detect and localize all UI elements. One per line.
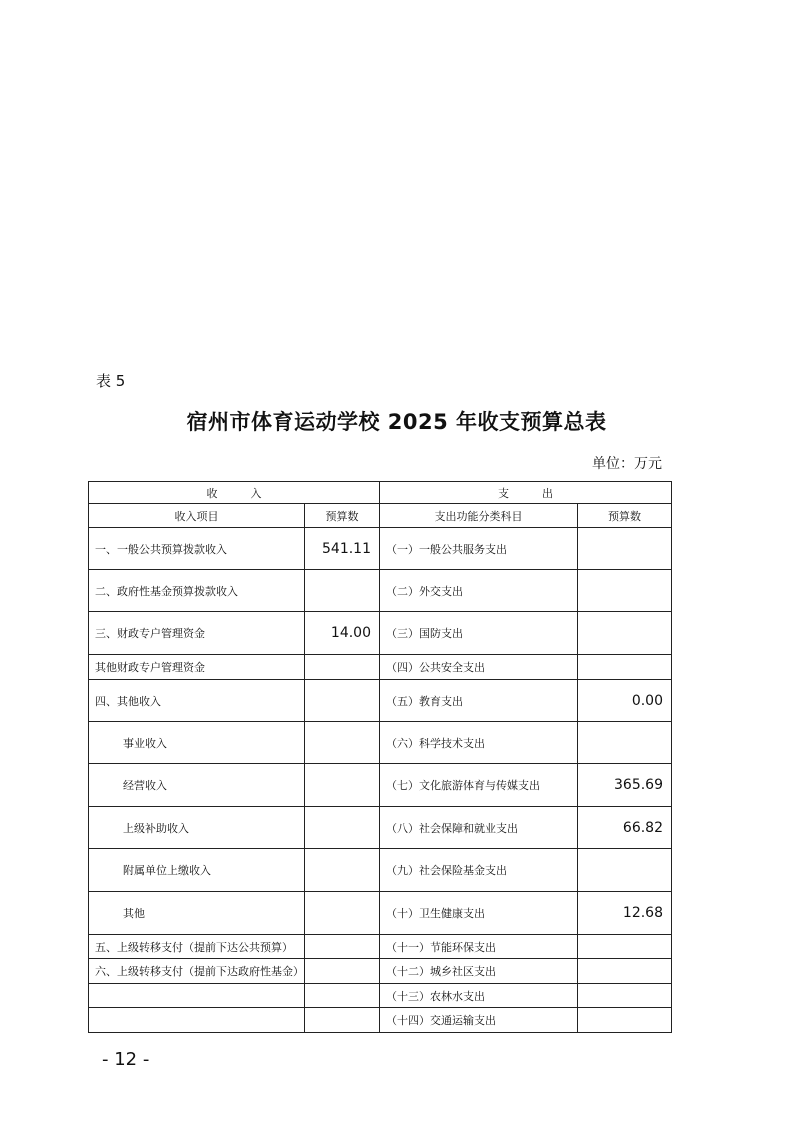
table-row (89, 528, 672, 570)
table-row (89, 959, 672, 984)
income-value (305, 959, 380, 984)
expense-value: 365.69 (578, 764, 672, 807)
expense-value (578, 612, 672, 655)
table-row (89, 612, 672, 655)
income-item: 二、政府性基金预算拨款收入 (89, 570, 305, 612)
table-row (89, 680, 672, 722)
document-title: 宿州市体育运动学校 2025 年收支预算总表 (186, 410, 607, 434)
expense-value (578, 1008, 672, 1033)
expense-value (578, 935, 672, 959)
expense-value (578, 984, 672, 1008)
expense-item: （四）公共安全支出 (380, 655, 578, 680)
expense-value: 0.00 (578, 680, 672, 722)
expense-value (578, 528, 672, 570)
income-value (305, 764, 380, 807)
table-row (89, 655, 672, 680)
income-item: 三、财政专户管理资金 (89, 612, 305, 655)
income-item: 其他 (89, 892, 305, 935)
expense-item: （十四）交通运输支出 (380, 1008, 578, 1033)
income-item: 一、一般公共预算拨款收入 (89, 528, 305, 570)
income-item: 事业收入 (89, 722, 305, 764)
expense-value (578, 849, 672, 892)
income-value (305, 655, 380, 680)
expense-item: （六）科学技术支出 (380, 722, 578, 764)
income-value (305, 807, 380, 849)
expense-item-header: 支出功能分类科目 (380, 504, 578, 528)
income-item (89, 984, 305, 1008)
expense-item: （一）一般公共服务支出 (380, 528, 578, 570)
table-row (89, 935, 672, 959)
budget-table (88, 481, 672, 1033)
income-item (89, 1008, 305, 1033)
income-budget-header: 预算数 (305, 504, 380, 528)
income-value (305, 680, 380, 722)
income-value: 541.11 (305, 528, 380, 570)
income-item: 五、上级转移支付（提前下达公共预算） (89, 935, 305, 959)
income-value (305, 984, 380, 1008)
income-value (305, 849, 380, 892)
income-group-header: 收 入 (89, 482, 380, 504)
income-value (305, 892, 380, 935)
table-row (89, 892, 672, 935)
unit-label: 单位：万元 (592, 456, 662, 472)
expense-value (578, 722, 672, 764)
expense-item: （二）外交支出 (380, 570, 578, 612)
header-row-groups (89, 482, 672, 504)
expense-item: （三）国防支出 (380, 612, 578, 655)
expense-item: （十三）农林水支出 (380, 984, 578, 1008)
table-number: 表 5 (96, 372, 126, 390)
header-row-columns (89, 504, 672, 528)
income-value (305, 722, 380, 764)
expense-item: （五）教育支出 (380, 680, 578, 722)
table-row (89, 570, 672, 612)
expense-value (578, 655, 672, 680)
expense-value: 12.68 (578, 892, 672, 935)
income-item: 附属单位上缴收入 (89, 849, 305, 892)
table-row (89, 722, 672, 764)
table-row (89, 764, 672, 807)
income-item: 四、其他收入 (89, 680, 305, 722)
expense-item: （七）文化旅游体育与传媒支出 (380, 764, 578, 807)
table-row (89, 849, 672, 892)
table-row (89, 984, 672, 1008)
income-value (305, 935, 380, 959)
expense-item: （十一）节能环保支出 (380, 935, 578, 959)
income-item: 其他财政专户管理资金 (89, 655, 305, 680)
expense-budget-header: 预算数 (578, 504, 672, 528)
expense-item: （十）卫生健康支出 (380, 892, 578, 935)
expense-item: （八）社会保障和就业支出 (380, 807, 578, 849)
table-row (89, 1008, 672, 1033)
income-item-header: 收入项目 (89, 504, 305, 528)
income-item: 六、上级转移支付（提前下达政府性基金） (89, 959, 305, 984)
income-value (305, 1008, 380, 1033)
income-item: 上级补助收入 (89, 807, 305, 849)
expense-group-header: 支 出 (380, 482, 672, 504)
table-row (89, 807, 672, 849)
income-value (305, 570, 380, 612)
income-item: 经营收入 (89, 764, 305, 807)
income-value: 14.00 (305, 612, 380, 655)
expense-item: （十二）城乡社区支出 (380, 959, 578, 984)
expense-value (578, 959, 672, 984)
expense-item: （九）社会保险基金支出 (380, 849, 578, 892)
page-number: - 12 - (102, 1049, 150, 1070)
expense-value: 66.82 (578, 807, 672, 849)
expense-value (578, 570, 672, 612)
